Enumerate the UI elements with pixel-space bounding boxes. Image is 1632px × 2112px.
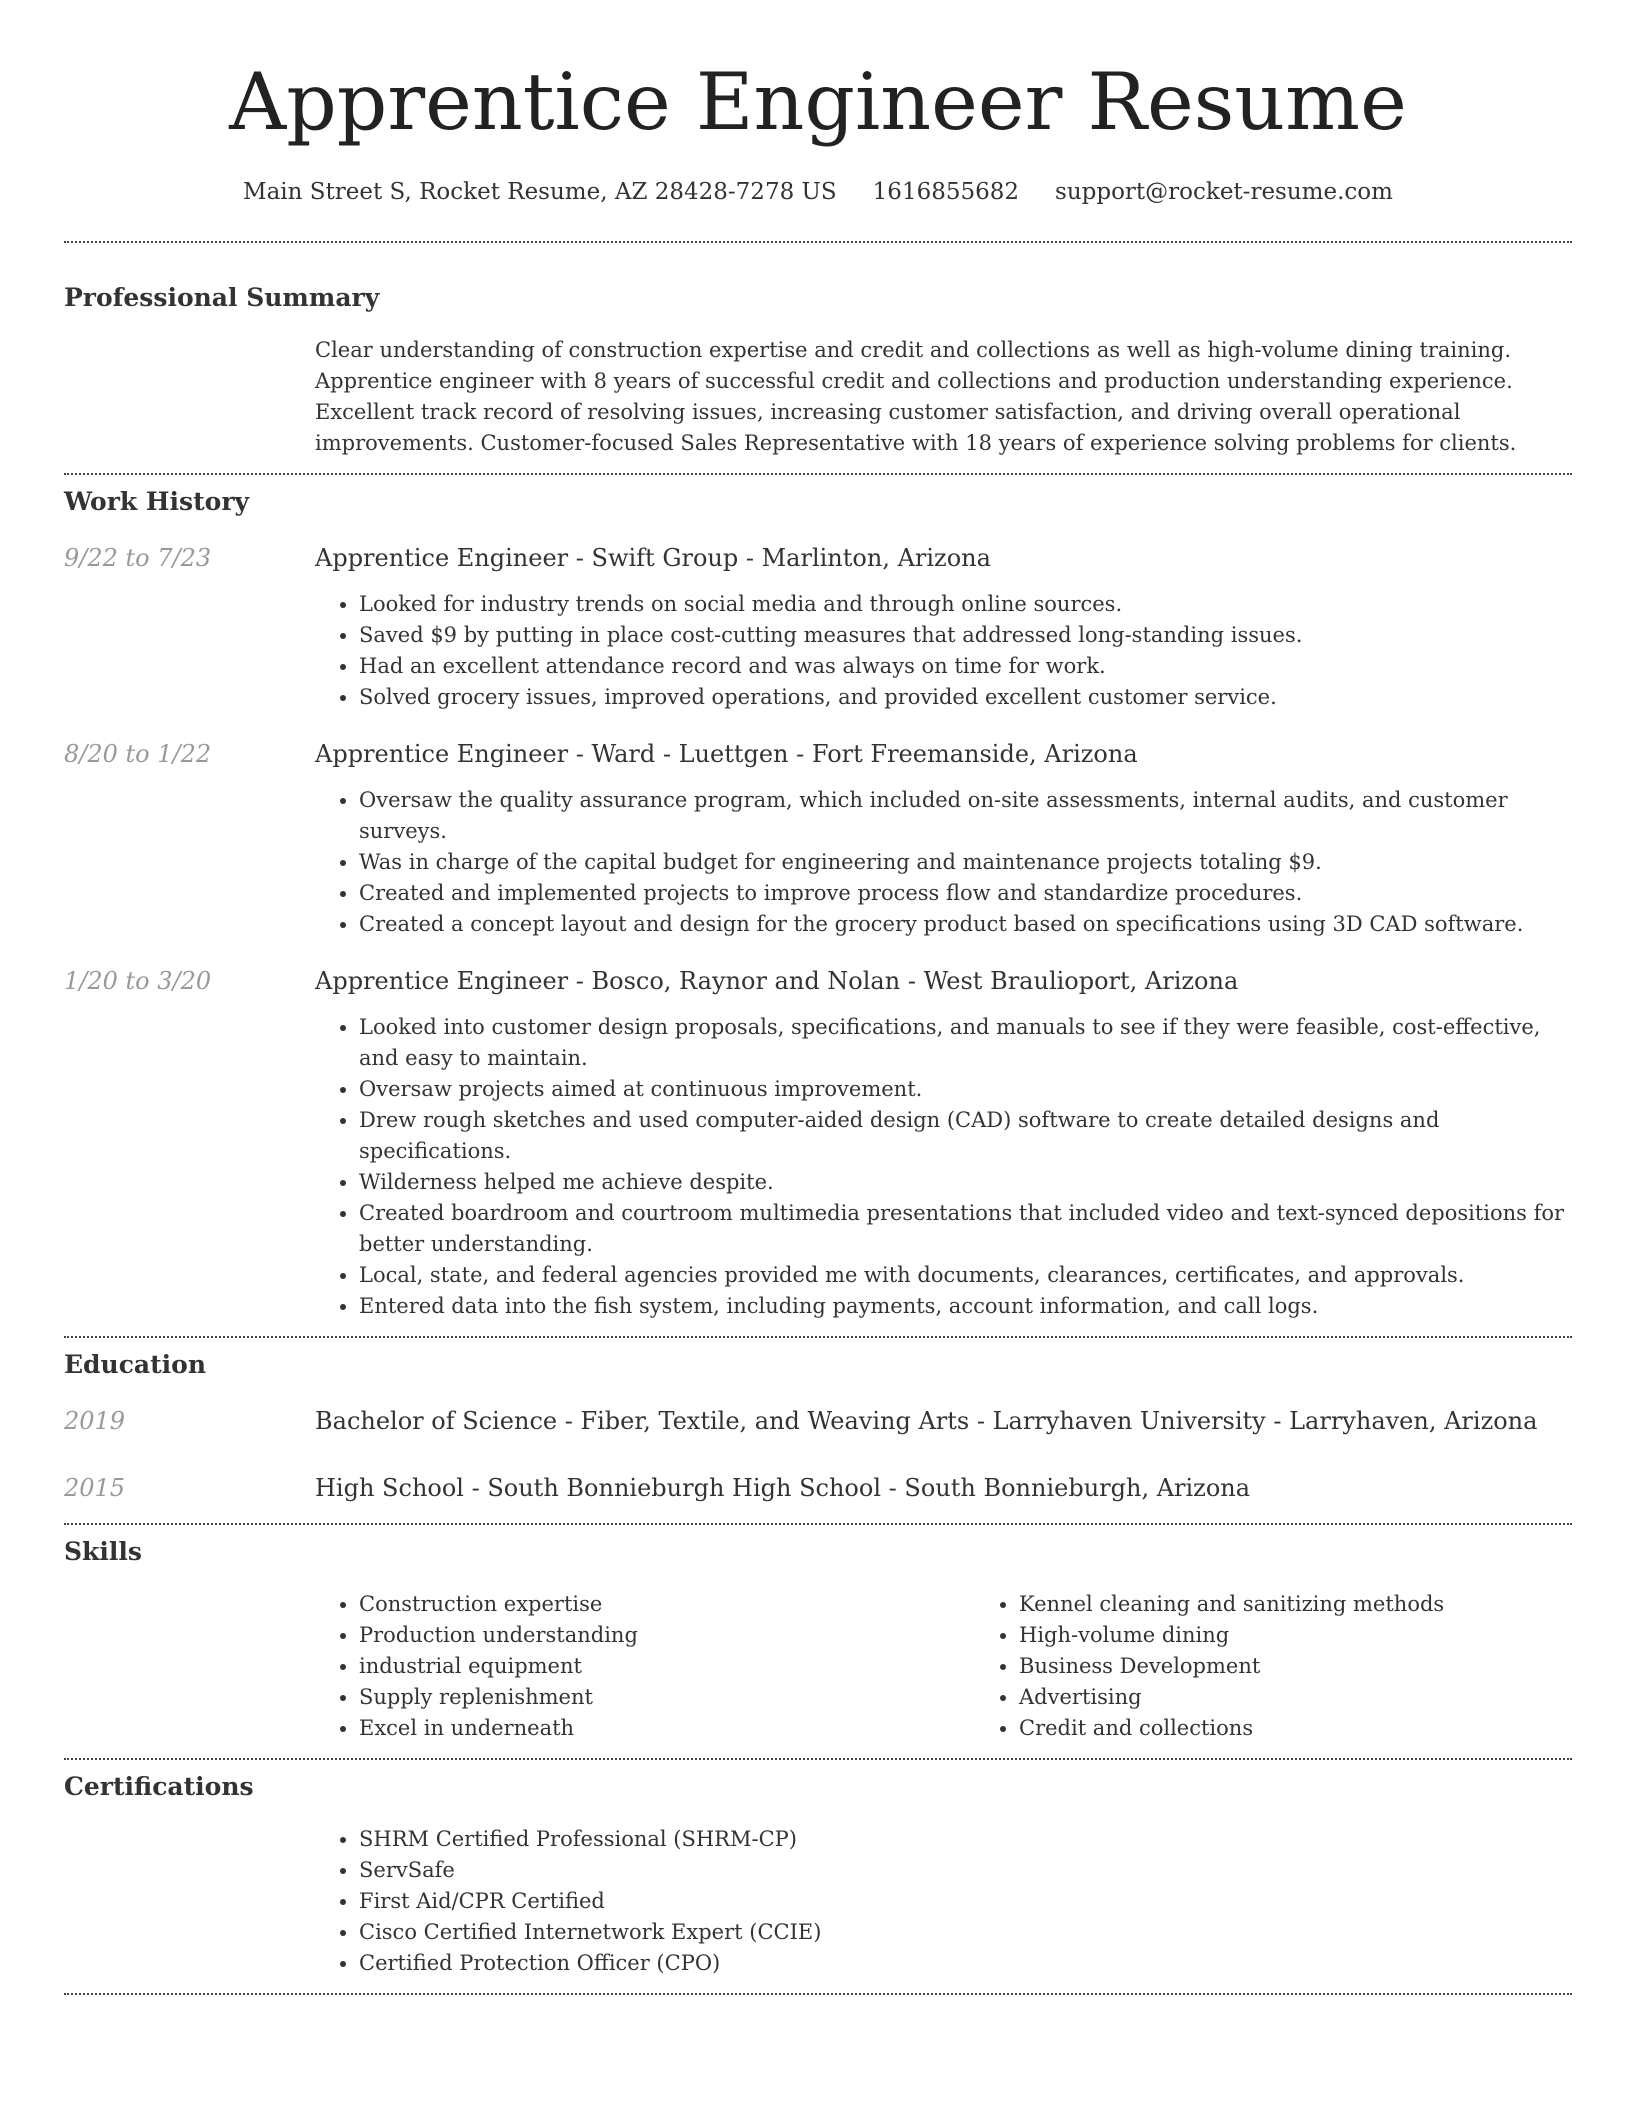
- section-title-certifications: Certifications: [64, 1772, 254, 1801]
- resume-page: [64, 0, 1572, 1995]
- job-bullet: • Wilderness helped me achieve despite.: [359, 1167, 1572, 1198]
- contact-phone: 1616855682: [872, 179, 1020, 205]
- section-title-skills: Skills: [64, 1537, 142, 1566]
- certification-bullets: [315, 1824, 1572, 1979]
- education-degree: High School - South Bonnieburgh High School - South Bonnieburgh, Arizona: [315, 1474, 1251, 1502]
- education-degree: Bachelor of Science - Fiber, Textile, and Weaving Arts - Larryhaven University - Larryhaven, Arizona: [315, 1407, 1538, 1435]
- skill-item: • Excel in underneath: [359, 1713, 975, 1744]
- certification-item: • SHRM Certified Professional (SHRM-CP): [359, 1824, 1572, 1855]
- divider: [64, 473, 1572, 475]
- divider: [64, 1758, 1572, 1760]
- job-bullet: • Oversaw projects aimed at continuous improvement.: [359, 1074, 1572, 1105]
- job-entry: [64, 541, 1572, 713]
- job-bullet: • Created and implemented projects to improve process flow and standardize procedures.: [359, 878, 1572, 909]
- skill-item: • Production understanding: [359, 1620, 975, 1651]
- job-bullets: [315, 589, 1572, 713]
- job-bullets: [315, 1012, 1572, 1322]
- job-entry: [64, 964, 1572, 1322]
- skill-item: • Advertising: [1019, 1682, 1632, 1713]
- job-dates: 8/20 to 1/22: [64, 740, 212, 768]
- section-title-work-history: Work History: [64, 487, 250, 516]
- skill-item: • industrial equipment: [359, 1651, 975, 1682]
- certification-item: • Cisco Certified Internetwork Expert (CCIE): [359, 1917, 1572, 1948]
- education-entry: [64, 1404, 1572, 1438]
- certification-item: • Certified Protection Officer (CPO): [359, 1948, 1572, 1979]
- job-title: Apprentice Engineer - Bosco, Raynor and Nolan - West Braulioport, Arizona: [315, 967, 1239, 995]
- job-bullet: • Local, state, and federal agencies provided me with documents, clearances, certificates, and approvals.: [359, 1260, 1572, 1291]
- section-title-education: Education: [64, 1350, 207, 1379]
- job-bullet: • Solved grocery issues, improved operations, and provided excellent customer service.: [359, 682, 1572, 713]
- job-bullet: • Oversaw the quality assurance program, which included on-site assessments, internal audits, and customer surveys.: [359, 785, 1572, 847]
- contact-line: [64, 176, 1572, 208]
- job-details: [315, 1012, 1572, 1322]
- skills-list: [315, 1589, 1572, 1744]
- job-bullet: • Entered data into the fish system, including payments, account information, and call logs.: [359, 1291, 1572, 1322]
- skill-item: • Construction expertise: [359, 1589, 975, 1620]
- section-title-summary: Professional Summary: [64, 283, 380, 312]
- certifications-list: [315, 1824, 1572, 1979]
- job-bullet: • Saved $9 by putting in place cost-cutting measures that addressed long-standing issues.: [359, 620, 1572, 651]
- summary-text: Clear understanding of construction expertise and credit and collections as well as high-volume dining training. Apprentice engineer with 8 years of successful credit and collections and production understanding experience. Excellent track record of resolving issues, increasing customer satisfaction, and driving overall operational improvements. Customer-focused Sales Representative with 18 years of experience solving problems for clients.: [315, 338, 1517, 455]
- divider: [64, 1993, 1572, 1995]
- divider: [64, 1523, 1572, 1525]
- job-bullet: • Was in charge of the capital budget for engineering and maintenance projects totaling $9.: [359, 847, 1572, 878]
- contact-address: Main Street S, Rocket Resume, AZ 28428-7278 US: [243, 179, 837, 205]
- skill-item: • Supply replenishment: [359, 1682, 975, 1713]
- resume-title: Apprentice Engineer Resume: [229, 56, 1407, 148]
- skill-item: • Business Development: [1019, 1651, 1632, 1682]
- job-details: [315, 785, 1572, 940]
- job-details: [315, 589, 1572, 713]
- job-bullet: • Created boardroom and courtroom multimedia presentations that included video and text-synced depositions for better understanding.: [359, 1198, 1572, 1260]
- job-title: Apprentice Engineer - Swift Group - Marlinton, Arizona: [315, 544, 991, 572]
- education-year: 2015: [64, 1474, 126, 1502]
- skills-column-left: [315, 1589, 975, 1744]
- job-dates: 9/22 to 7/23: [64, 544, 212, 572]
- divider: [64, 241, 1572, 243]
- job-bullet: • Had an excellent attendance record and was always on time for work.: [359, 651, 1572, 682]
- job-bullets: [315, 785, 1572, 940]
- skill-item: • Kennel cleaning and sanitizing methods: [1019, 1589, 1632, 1620]
- divider: [64, 1336, 1572, 1338]
- job-title: Apprentice Engineer - Ward - Luettgen - Fort Freemanside, Arizona: [315, 740, 1138, 768]
- job-entry: [64, 737, 1572, 940]
- skill-item: • Credit and collections: [1019, 1713, 1632, 1744]
- job-bullet: • Drew rough sketches and used computer-aided design (CAD) software to create detailed designs and specifications.: [359, 1105, 1572, 1167]
- skills-columns: [315, 1589, 1572, 1744]
- job-bullet: • Looked for industry trends on social media and through online sources.: [359, 589, 1572, 620]
- certification-item: • First Aid/CPR Certified: [359, 1886, 1572, 1917]
- skills-column-right: [975, 1589, 1632, 1744]
- job-dates: 1/20 to 3/20: [64, 967, 212, 995]
- job-bullet: • Looked into customer design proposals, specifications, and manuals to see if they were feasible, cost-effective, and easy to maintain.: [359, 1012, 1572, 1074]
- education-year: 2019: [64, 1407, 126, 1435]
- certification-item: • ServSafe: [359, 1855, 1572, 1886]
- education-entry: [64, 1471, 1572, 1505]
- contact-email: support@rocket-resume.com: [1055, 179, 1393, 205]
- skill-item: • High-volume dining: [1019, 1620, 1632, 1651]
- job-bullet: • Created a concept layout and design for the grocery product based on specifications using 3D CAD software.: [359, 909, 1572, 940]
